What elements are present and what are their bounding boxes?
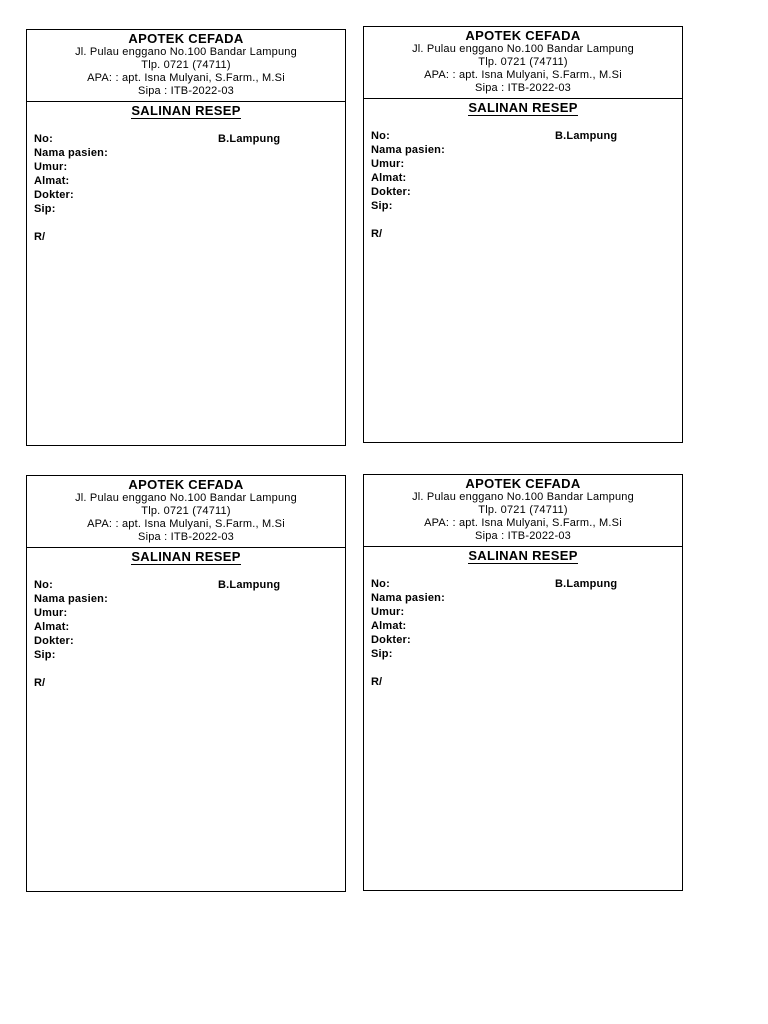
rx-symbol: R/ <box>371 676 382 688</box>
field-no: No: <box>371 578 390 590</box>
field-patient-name: Nama pasien: <box>371 592 445 604</box>
pharmacist-apa: APA: : apt. Isna Mulyani, S.Farm., M.Si <box>87 72 285 84</box>
pharmacy-name: APOTEK CEFADA <box>465 476 581 491</box>
pharmacy-address: Jl. Pulau enggano No.100 Bandar Lampung <box>412 491 634 503</box>
field-doctor: Dokter: <box>34 635 74 647</box>
field-sip: Sip: <box>34 203 56 215</box>
field-patient-name: Nama pasien: <box>371 144 445 156</box>
patient-fields <box>364 577 682 661</box>
rx-symbol: R/ <box>34 677 45 689</box>
card-title <box>364 100 682 115</box>
rx-symbol: R/ <box>371 228 382 240</box>
city-label: B.Lampung <box>218 133 281 145</box>
pharmacist-sipa: Sipa : ITB-2022-03 <box>138 531 234 543</box>
pharmacist-apa: APA: : apt. Isna Mulyani, S.Farm., M.Si <box>424 517 622 529</box>
pharmacy-name: APOTEK CEFADA <box>128 31 244 46</box>
field-sip: Sip: <box>34 649 56 661</box>
pharmacy-address: Jl. Pulau enggano No.100 Bandar Lampung <box>412 43 634 55</box>
pharmacy-phone: Tlp. 0721 (74711) <box>478 504 568 516</box>
prescription-card-2 <box>363 26 683 443</box>
card-title-text: SALINAN RESEP <box>131 549 241 564</box>
pharmacist-apa: APA: : apt. Isna Mulyani, S.Farm., M.Si <box>424 69 622 81</box>
field-age: Umur: <box>371 606 405 618</box>
card-header <box>364 475 682 547</box>
pharmacist-sipa: Sipa : ITB-2022-03 <box>475 82 571 94</box>
city-label: B.Lampung <box>555 578 618 590</box>
patient-fields <box>364 129 682 213</box>
field-doctor: Dokter: <box>371 186 411 198</box>
pharmacist-apa: APA: : apt. Isna Mulyani, S.Farm., M.Si <box>87 518 285 530</box>
pharmacist-sipa: Sipa : ITB-2022-03 <box>475 530 571 542</box>
field-no: No: <box>34 579 53 591</box>
pharmacy-phone: Tlp. 0721 (74711) <box>141 505 231 517</box>
field-age: Umur: <box>34 607 68 619</box>
card-title <box>27 103 345 118</box>
pharmacist-sipa: Sipa : ITB-2022-03 <box>138 85 234 97</box>
field-patient-name: Nama pasien: <box>34 593 108 605</box>
field-age: Umur: <box>371 158 405 170</box>
card-header <box>27 476 345 548</box>
field-age: Umur: <box>34 161 68 173</box>
card-title-text: SALINAN RESEP <box>131 103 241 118</box>
pharmacy-phone: Tlp. 0721 (74711) <box>478 56 568 68</box>
prescription-card-4 <box>363 474 683 891</box>
card-title-text: SALINAN RESEP <box>468 100 578 115</box>
rx-symbol: R/ <box>34 231 45 243</box>
field-doctor: Dokter: <box>371 634 411 646</box>
patient-fields <box>27 132 345 216</box>
field-patient-name: Nama pasien: <box>34 147 108 159</box>
patient-fields <box>27 578 345 662</box>
pharmacy-name: APOTEK CEFADA <box>465 28 581 43</box>
field-no: No: <box>34 133 53 145</box>
field-sip: Sip: <box>371 200 393 212</box>
field-no: No: <box>371 130 390 142</box>
pharmacy-address: Jl. Pulau enggano No.100 Bandar Lampung <box>75 492 297 504</box>
field-address: Almat: <box>34 175 70 187</box>
card-title <box>27 549 345 564</box>
pharmacy-phone: Tlp. 0721 (74711) <box>141 59 231 71</box>
pharmacy-address: Jl. Pulau enggano No.100 Bandar Lampung <box>75 46 297 58</box>
field-address: Almat: <box>371 620 407 632</box>
prescription-card-1 <box>26 29 346 446</box>
field-sip: Sip: <box>371 648 393 660</box>
card-header <box>27 30 345 102</box>
city-label: B.Lampung <box>555 130 618 142</box>
city-label: B.Lampung <box>218 579 281 591</box>
card-title <box>364 548 682 563</box>
field-address: Almat: <box>371 172 407 184</box>
field-address: Almat: <box>34 621 70 633</box>
prescription-card-3 <box>26 475 346 892</box>
card-title-text: SALINAN RESEP <box>468 548 578 563</box>
card-header <box>364 27 682 99</box>
pharmacy-name: APOTEK CEFADA <box>128 477 244 492</box>
field-doctor: Dokter: <box>34 189 74 201</box>
